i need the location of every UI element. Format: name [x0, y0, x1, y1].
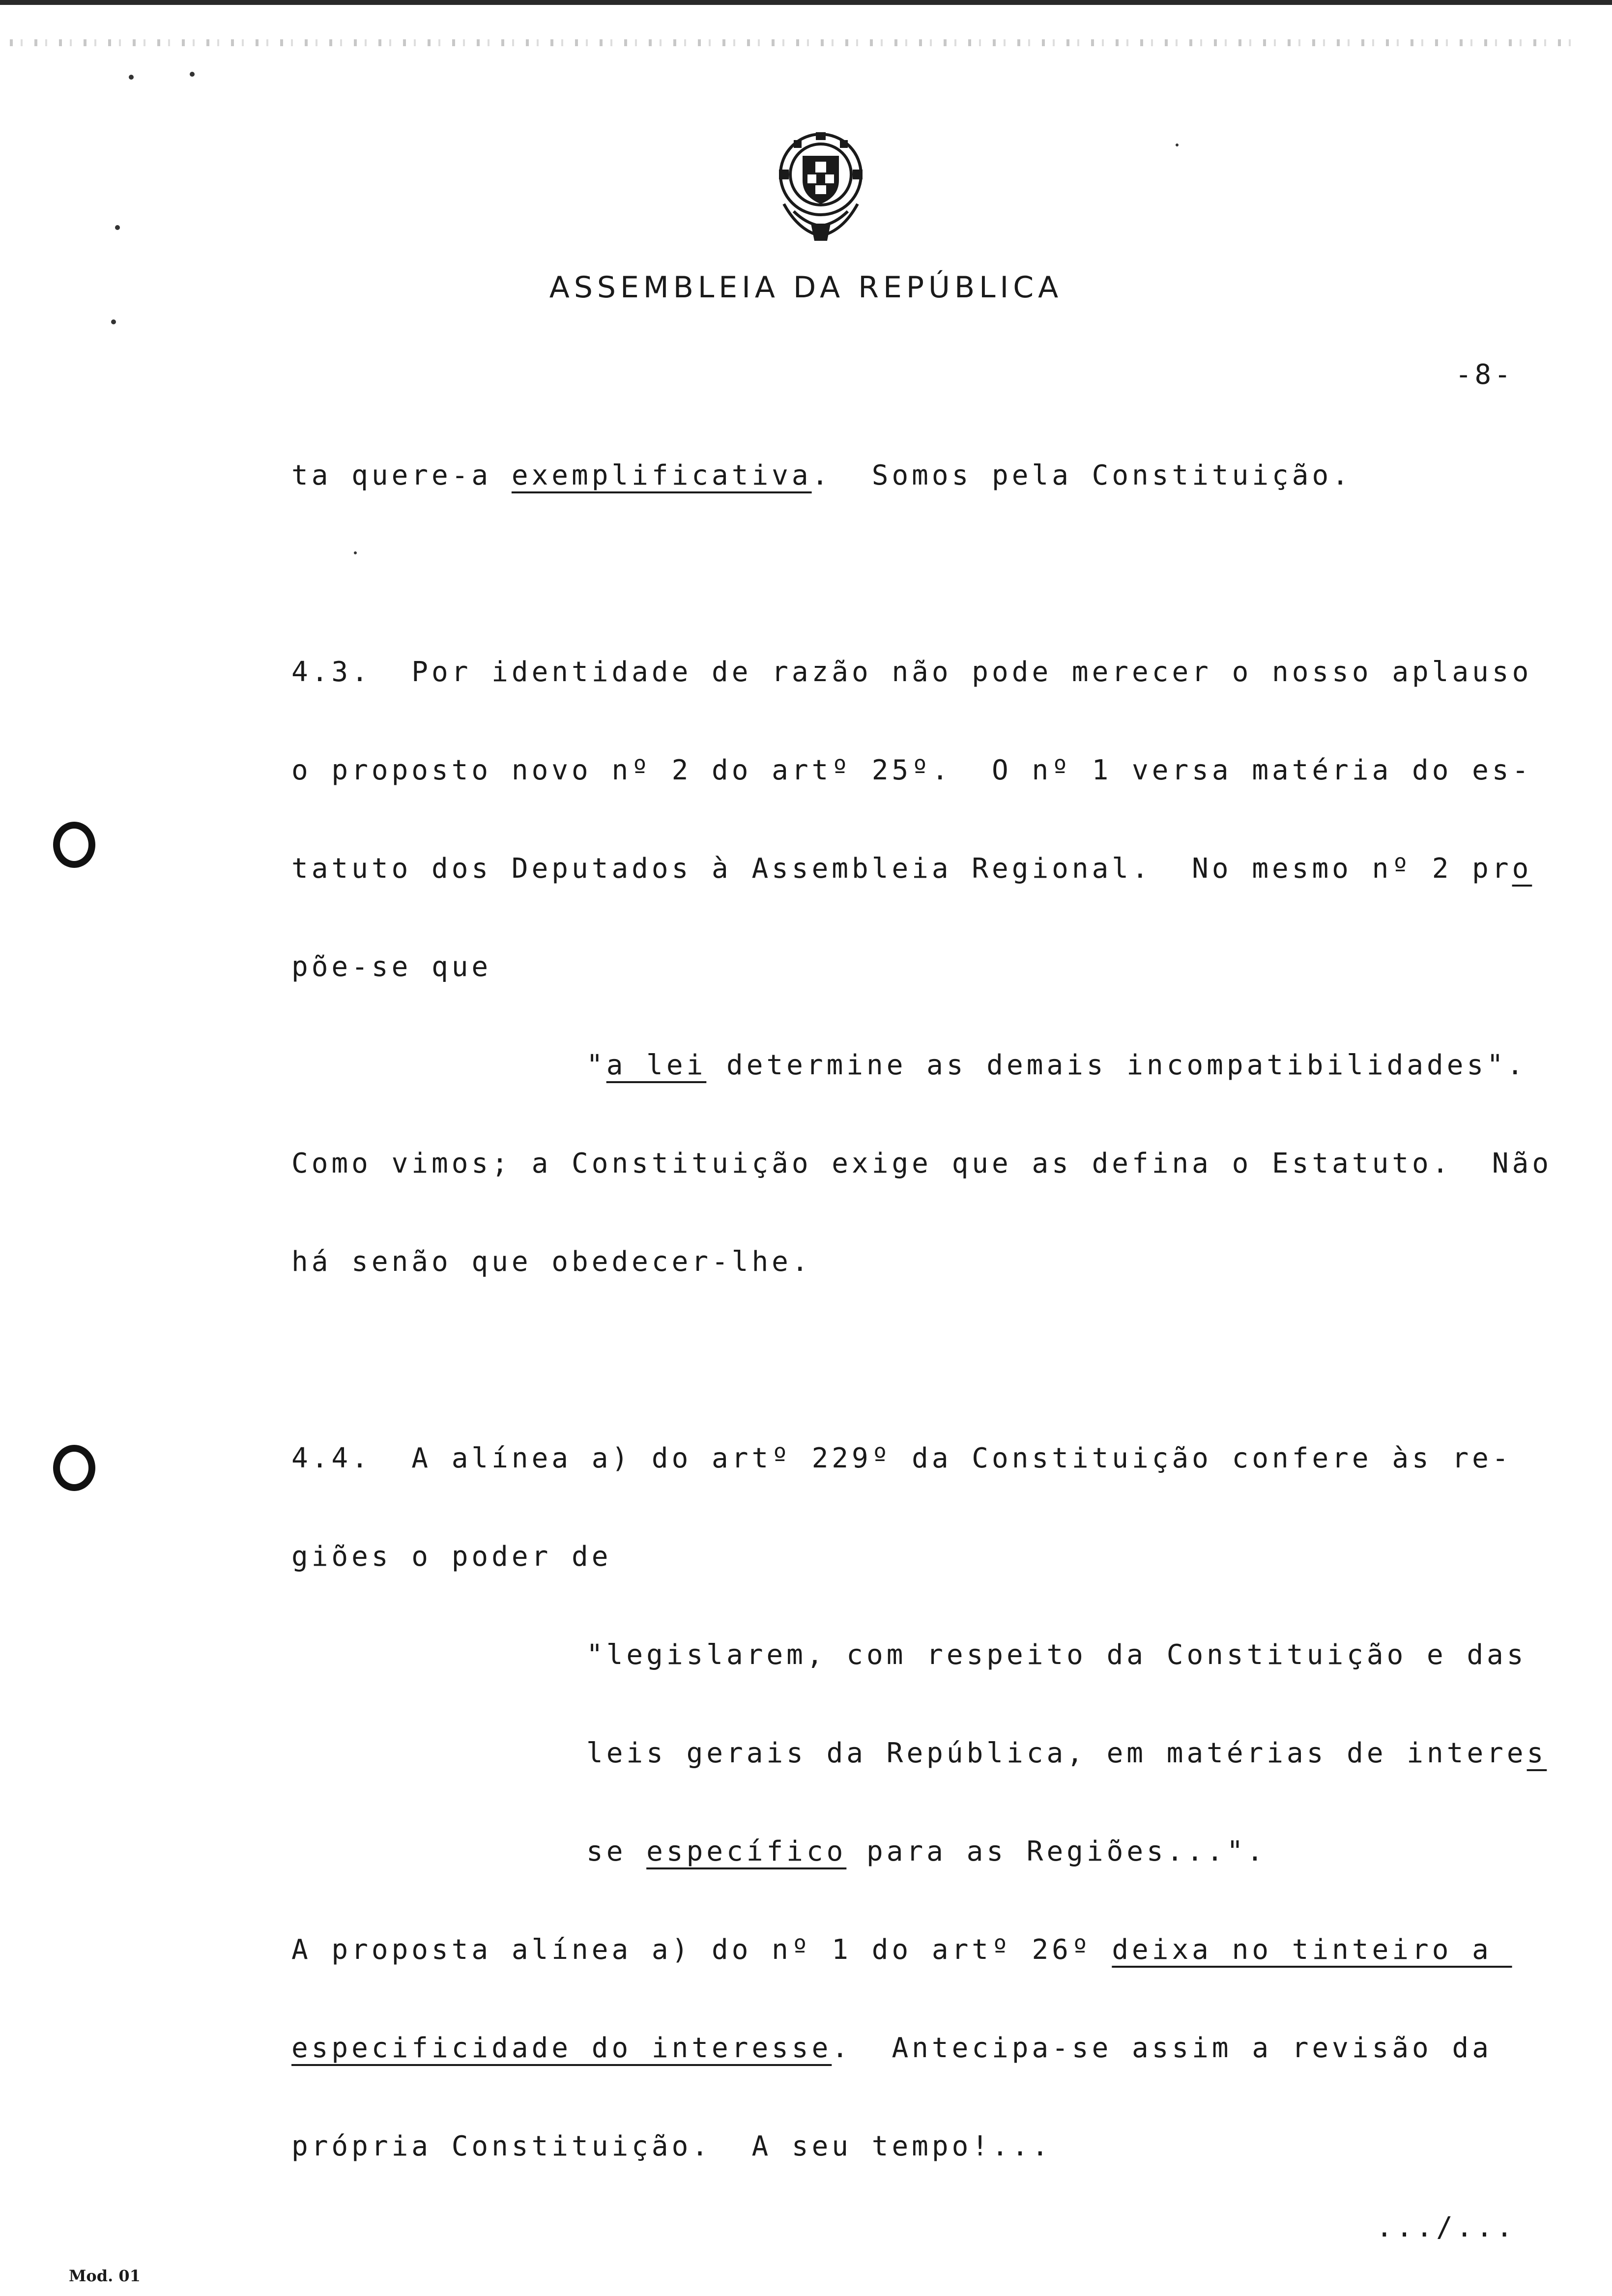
scan-speck	[115, 225, 120, 230]
paragraph-4-3-line: há senão que obedecer-lhe.	[291, 1246, 812, 1278]
scan-speck	[111, 319, 116, 324]
paragraph-4-4-line: giões o poder de	[291, 1541, 612, 1573]
text-run: determine as demais incompatibilidades".	[706, 1049, 1527, 1081]
underlined-text: s	[1526, 1737, 1547, 1769]
paragraph-4-4-line	[291, 1934, 1512, 1966]
scan-speck	[190, 72, 195, 77]
block-quote-line: "legislarem, com respeito da Constituição e das	[586, 1639, 1527, 1671]
paragraph-4-3-line	[291, 853, 1532, 885]
underlined-text: especificidade do interesse	[291, 2032, 832, 2064]
text-run: se	[586, 1836, 647, 1867]
underlined-text: específico	[646, 1836, 847, 1867]
body-line	[291, 459, 1352, 491]
paragraph-4-4-line: 4.4. A alínea a) do artº 229º da Constituição confere às re-	[291, 1442, 1512, 1474]
paragraph-4-3-line: 4.3. Por identidade de razão não pode merecer o nosso aplauso	[291, 656, 1532, 688]
text-run: leis gerais da República, em matérias de intere	[586, 1737, 1527, 1769]
paragraph-4-3-line: põe-se que	[291, 951, 492, 983]
paragraph-4-3-line: o proposto novo nº 2 do artº 25º. O nº 1 versa matéria do es-	[291, 754, 1532, 786]
paragraph-4-4-line	[291, 2032, 1492, 2064]
scan-speck	[129, 75, 134, 80]
underlined-text: a lei	[606, 1049, 707, 1081]
scan-speck	[1176, 144, 1179, 146]
continuation-mark: .../...	[1376, 2211, 1517, 2243]
scan-noise	[10, 39, 1583, 46]
underlined-text: deixa no tinteiro a	[1112, 1934, 1512, 1966]
paragraph-4-4-line: própria Constituição. A seu tempo!...	[291, 2130, 1052, 2162]
text-run: "	[586, 1049, 606, 1081]
text-run: A proposta alínea a) do nº 1 do artº 26º	[291, 1934, 1112, 1966]
form-code: Mod. 01	[69, 2267, 141, 2285]
block-quote-line	[586, 1836, 1267, 1867]
block-quote-line	[586, 1049, 1527, 1081]
top-rule	[0, 0, 1612, 5]
text-run: . Somos pela Constituição.	[811, 459, 1352, 491]
underlined-text: exemplificativa	[511, 459, 812, 491]
scan-speck	[354, 551, 357, 554]
header-title: ASSEMBLEIA DA REPÚBLICA	[549, 270, 1063, 305]
text-run: . Antecipa-se assim a revisão da	[832, 2032, 1492, 2064]
text-run: ta quere-a	[291, 459, 512, 491]
underlined-text: o	[1512, 853, 1532, 885]
page-number: -8-	[1455, 359, 1514, 391]
text-run: tatuto dos Deputados à Assembleia Regional. No mesmo nº 2 pr	[291, 853, 1512, 885]
text-run: para as Regiões...".	[846, 1836, 1267, 1867]
punch-hole-icon	[53, 822, 95, 868]
block-quote-line	[586, 1737, 1547, 1769]
portuguese-coat-of-arms-icon	[764, 125, 877, 243]
paragraph-4-3-line: Como vimos; a Constituição exige que as defina o Estatuto. Não	[291, 1148, 1553, 1179]
punch-hole-icon	[53, 1445, 95, 1491]
